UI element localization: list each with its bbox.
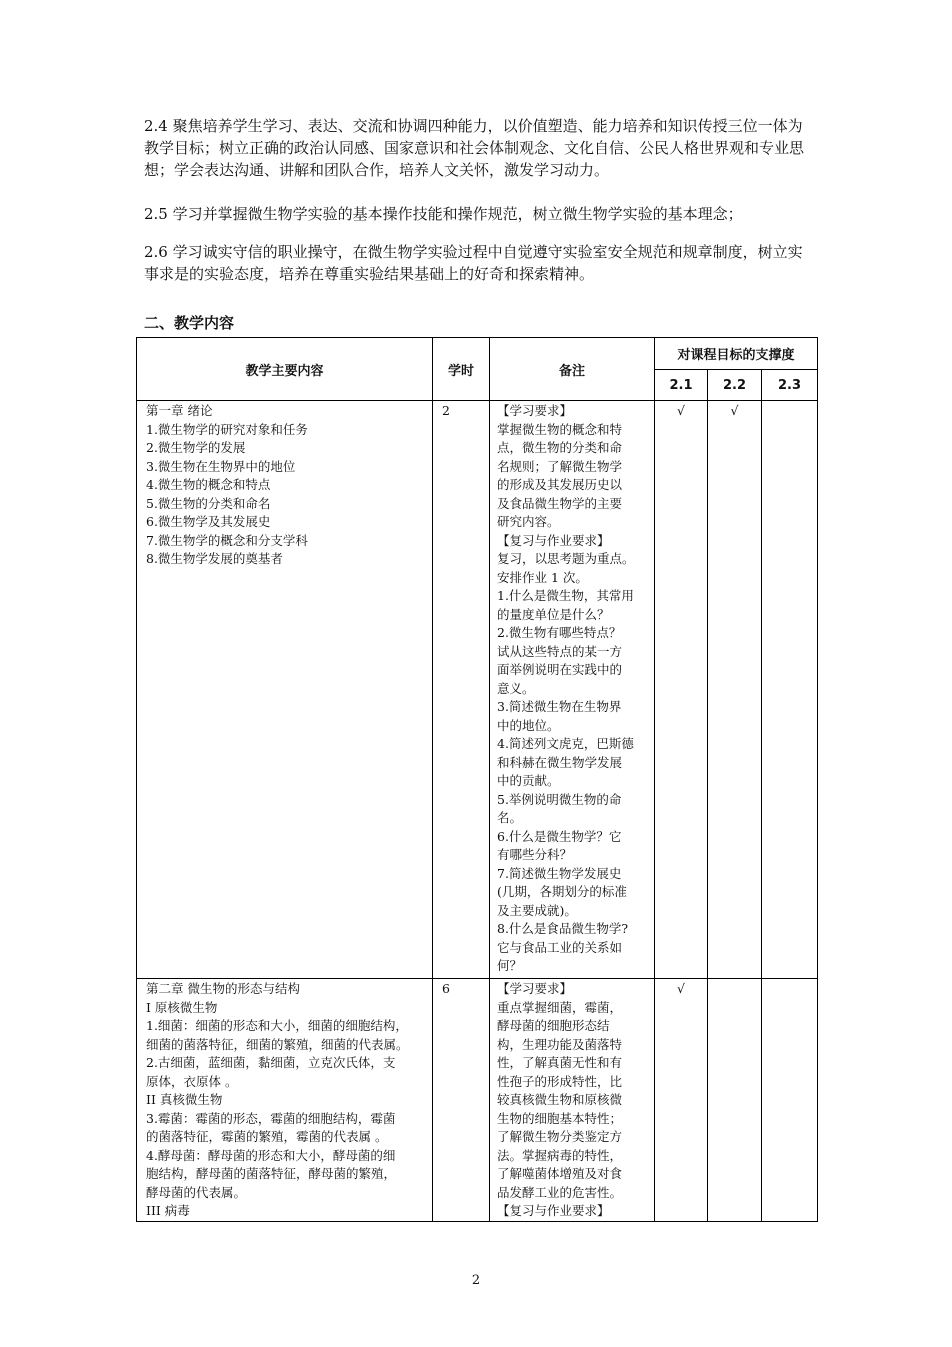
notes-line: 8.什么是食品微生物学? [497,921,629,936]
content-line: II 真核微生物 [146,1092,223,1107]
header-hours: 学时 [433,338,490,401]
support-check-cell [762,401,818,979]
notes-line: 性孢子的形成特性，比 [497,1073,623,1089]
notes-line: (几期，各期划分的标准 [497,884,627,899]
content-cell [137,401,433,979]
notes-cell [490,401,655,979]
header-goal-2-2: 2.2 [708,370,762,401]
content-line: 6.微生物学及其发展史 [146,514,271,529]
notes-line: 品发酵工业的危害性。 [497,1184,623,1200]
content-line: 3.微生物在生物界中的地位 [146,458,296,474]
notes-line: 性，了解真菌无性和有 [497,1055,623,1070]
notes-line: 及食品微生物学的主要 [497,495,623,511]
content-line: I 原核微生物 [146,999,218,1015]
notes-line: 【复习与作业要求】 [497,532,610,548]
table-body [137,401,818,1222]
notes-line: 名。 [497,810,523,825]
content-line: 1.微生物学的研究对象和任务 [146,421,308,437]
notes-line: 它与食品工业的关系如 [497,939,623,955]
notes-line: 较真核微生物和原核微 [497,1092,623,1107]
notes-line: 【学习要求】 [497,403,573,418]
notes-cell [490,979,655,1222]
notes-line: 研究内容。 [497,514,560,529]
support-check-cell: √ [708,401,762,979]
objective-paragraph-2-6: 2.6 学习诚实守信的职业操守，在微生物学实验过程中自觉遵守实验室安全规范和规章制度，树立实事求是的实验态度，培养在尊重实验结果基础上的好奇和探索精神。 [144,243,803,283]
content-line: 4.酵母菌：酵母菌的形态和大小，酵母菌的细 [146,1147,396,1163]
hours-cell: 2 [433,401,490,979]
notes-line: 生物的细胞基本特性； [497,1110,623,1126]
content-line: 原体，衣原体 。 [146,1073,238,1089]
notes-line: 意义。 [497,680,535,696]
content-line: 7.微生物学的概念和分支学科 [146,532,308,548]
notes-line: 了解噬菌体增殖及对食 [497,1166,623,1181]
notes-line: 【复习与作业要求】 [497,1203,610,1218]
notes-line: 7.简述微生物学发展史 [497,865,622,881]
hours-cell: 6 [433,979,490,1222]
notes-line: 了解微生物分类鉴定方 [497,1129,623,1144]
notes-line: 中的贡献。 [497,773,560,788]
header-notes: 备注 [490,338,655,401]
notes-line: 点，微生物的分类和命 [497,440,623,455]
content-line: 3.霉菌：霉菌的形态，霉菌的细胞结构，霉菌 [146,1110,396,1126]
notes-line: 面举例说明在实践中的 [497,662,623,677]
content-line: III 病毒 [146,1203,190,1218]
notes-line: 法。掌握病毒的特性， [497,1147,623,1163]
support-check-cell: √ [655,979,708,1222]
table-row [137,401,818,979]
header-support: 对课程目标的支撑度 [655,338,818,370]
content-cell [137,979,433,1222]
notes-line: 重点掌握细菌，霉菌， [497,999,623,1015]
notes-line: 6.什么是微生物学？它 [497,828,622,844]
content-line: 胞结构，酵母菌的菌落特征，酵母菌的繁殖， [146,1166,397,1181]
notes-line: 何？ [497,958,523,973]
notes-line: 名规则；了解微生物学 [497,458,623,474]
content-line: 第二章 微生物的形态与结构 [146,981,300,996]
notes-line: 和科赫在微生物学发展 [497,754,623,770]
content-line: 4.微生物的概念和特点 [146,477,271,492]
content-line: 的菌落特征，霉菌的繁殖，霉菌的代表属 。 [146,1129,388,1144]
notes-line: 中的地位。 [497,717,560,733]
notes-line: 试从这些特点的某一方 [497,643,623,659]
notes-line: 有哪些分科？ [497,847,573,862]
content-line: 细菌的菌落特征，细菌的繁殖，细菌的代表属。 [146,1036,409,1052]
content-line: 2.微生物学的发展 [146,440,246,455]
content-line: 2.古细菌，蓝细菌，黏细菌，立克次氏体，支 [146,1055,396,1070]
content-line: 酵母菌的代表属。 [146,1184,247,1200]
objective-paragraph-2-4: 2.4 聚焦培养学生学习、表达、交流和协调四种能力，以价值塑造、能力培养和知识传授三位一体为教学目标；树立正确的政治认同感、国家意识和社会体制观念、文化自信、公民人格世界观和专业思想；学会表达沟通、讲解和团队合作，培养人文关怀，激发学习动力。 [144,117,805,179]
notes-line: 安排作业 1 次。 [497,569,588,585]
support-check-cell [762,979,818,1222]
content-line: 1.细菌：细菌的形态和大小，细菌的细胞结构， [146,1018,408,1033]
header-goal-2-1: 2.1 [655,370,708,401]
notes-line: 5.举例说明微生物的命 [497,791,622,807]
notes-line: 的量度单位是什么？ [497,606,610,622]
notes-line: 复习，以思考题为重点。 [497,551,635,566]
notes-line: 3.简述微生物在生物界 [497,699,622,714]
support-check-cell [708,979,762,1222]
notes-line: 及主要成就)。 [497,902,577,918]
notes-line: 掌握微生物的概念和特 [497,421,623,437]
support-check-cell: √ [655,401,708,979]
header-content: 教学主要内容 [137,338,433,401]
content-line: 5.微生物的分类和命名 [146,495,271,511]
table-row [137,979,818,1222]
objective-paragraph-2-5: 2.5 学习并掌握微生物学实验的基本操作技能和操作规范，树立微生物学实验的基本理念； [144,205,743,223]
notes-line: 1.什么是微生物，其常用 [497,588,634,603]
notes-line: 【学习要求】 [497,981,573,996]
page-number: 2 [471,1273,481,1288]
notes-line: 构，生理功能及菌落特 [497,1036,623,1052]
notes-line: 酵母菌的细胞形态结 [497,1018,610,1033]
header-goal-2-3: 2.3 [762,370,818,401]
notes-line: 的形成及其发展历史以 [497,477,623,492]
content-line: 第一章 绪论 [146,403,213,418]
teaching-content-table [136,337,818,1222]
section-title: 二、教学内容 [144,314,235,332]
notes-line: 4.简述列文虎克，巴斯德 [497,736,634,751]
content-line: 8.微生物学发展的奠基者 [146,551,283,566]
notes-line: 2.微生物有哪些特点？ [497,625,622,640]
